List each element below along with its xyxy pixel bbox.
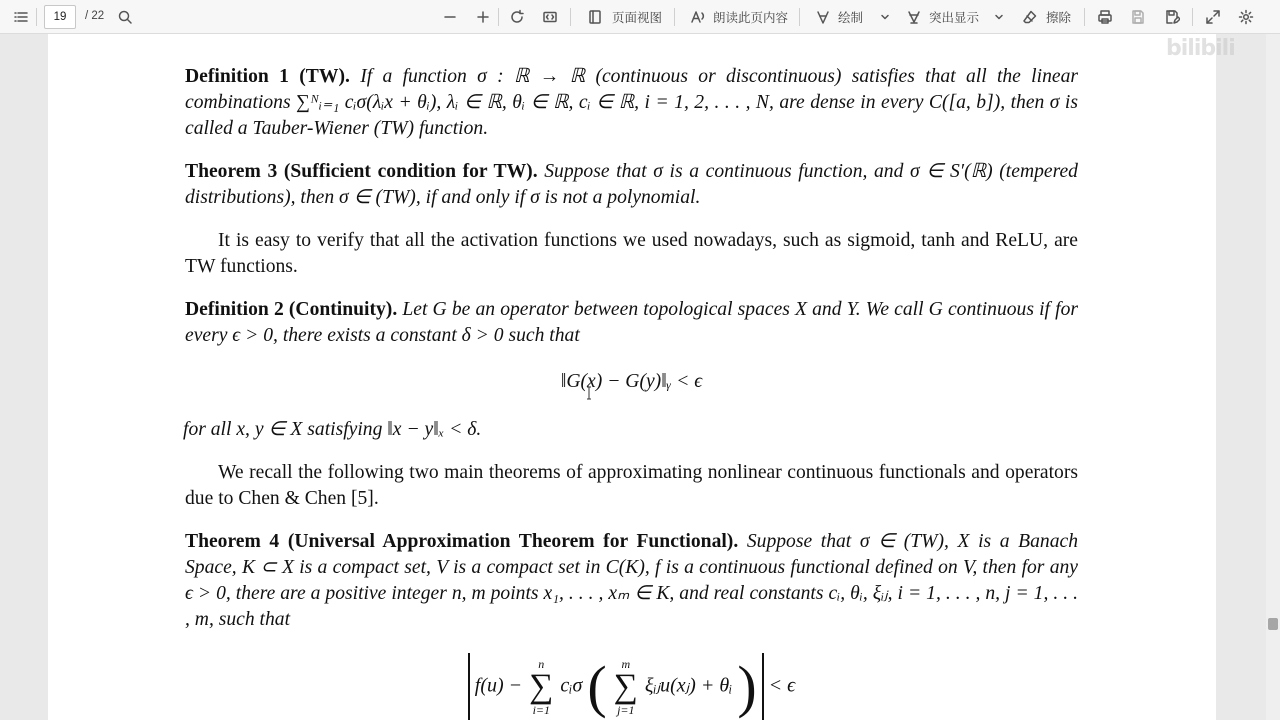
vertical-scrollbar[interactable] [1266, 34, 1280, 720]
erase-label: 擦除 [1046, 10, 1072, 25]
chevron-down-icon [876, 8, 894, 26]
draw-button[interactable] [814, 4, 863, 30]
toolbar-divider [498, 8, 499, 26]
print-icon [1096, 8, 1114, 26]
page-view-button[interactable] [586, 4, 662, 30]
theorem-4 [185, 529, 1078, 633]
save-as-icon [1163, 8, 1181, 26]
toolbar-divider [1192, 8, 1193, 26]
outer-sum-top: n [538, 657, 545, 671]
page-total-label: / 22 [85, 10, 105, 22]
toolbar-divider [799, 8, 800, 26]
erase-button[interactable] [1021, 4, 1071, 30]
definition-2 [185, 297, 1078, 349]
pdf-toolbar [0, 0, 1280, 34]
inner-sum-bottom: j=1 [617, 703, 635, 717]
outer-sum-bottom: i=1 [532, 703, 551, 717]
gear-icon [1237, 8, 1255, 26]
paren-right: ) [737, 654, 757, 719]
read-aloud-icon [689, 8, 707, 26]
pdf-page [48, 34, 1216, 720]
eraser-icon [1021, 8, 1039, 26]
settings-button[interactable] [1237, 4, 1255, 30]
page-number-input[interactable] [44, 5, 76, 29]
highlight-options-dropdown[interactable] [990, 4, 1008, 30]
plus-icon [474, 8, 492, 26]
sigma-symbol: ∑ [529, 668, 554, 705]
search-icon [116, 8, 134, 26]
toolbar-divider [1084, 8, 1085, 26]
theorem-3 [185, 159, 1078, 211]
definition-name: (TW). [299, 66, 350, 87]
outline-button[interactable] [12, 4, 30, 30]
equation-lhs: f(u) − [474, 674, 523, 697]
definition-1 [185, 64, 1078, 142]
watermark-logo: bilibili [1166, 36, 1235, 61]
rotate-button[interactable] [508, 4, 526, 30]
theorem-name: (Universal Approximation Theorem for Functional). [287, 531, 739, 552]
fit-width-icon [541, 8, 559, 26]
inner-sum-top: m [621, 657, 631, 671]
theorem-body: Suppose that σ is a continuous function, and σ ∈ S′(ℝ) (tempered distributions), then σ ∈ (TW), if and only if σ is not a polynomial. [185, 161, 1078, 208]
equation-inner: ξᵢⱼu(xⱼ) + θᵢ [644, 674, 733, 697]
print-button[interactable] [1096, 4, 1114, 30]
toolbar-divider [36, 8, 37, 26]
page-content [185, 64, 1078, 720]
fullscreen-icon [1204, 8, 1222, 26]
highlight-icon [905, 8, 923, 26]
zoom-in-button[interactable] [474, 4, 492, 30]
outline-list-icon [12, 8, 30, 26]
chevron-down-icon [990, 8, 1008, 26]
highlight-label: 突出显示 [929, 10, 980, 25]
highlight-button[interactable] [905, 4, 979, 30]
page-view-icon [586, 8, 604, 26]
definition-heading: Definition 1 [185, 66, 289, 87]
save-as-button[interactable] [1163, 4, 1181, 30]
fit-width-button[interactable] [541, 4, 559, 30]
rotate-icon [508, 8, 526, 26]
toolbar-divider [570, 8, 571, 26]
draw-options-dropdown[interactable] [876, 4, 894, 30]
outer-sum [529, 658, 553, 716]
zoom-out-button[interactable] [441, 4, 459, 30]
sigma-symbol: ∑ [613, 668, 638, 705]
page-view-label: 页面视图 [612, 10, 663, 25]
paragraph-recall: We recall the following two main theorems of approximating nonlinear continuous functionals and operators due to Chen & Chen [5]. [185, 462, 1078, 509]
theorem-body: Suppose that σ ∈ (TW), X is a Banach Space, K ⊂ X is a compact set, V is a compact set in C(K), f is a continuous functional defined on V, then for any ϵ > 0, there are a positive integer n, m points x₁, . . . , xₘ ∈ K, and real constants cᵢ, θᵢ, ξᵢⱼ, i = 1, . . . , n, j = 1, . . . , m, such that [185, 531, 1078, 630]
approximation-equation [185, 653, 1078, 720]
paren-left: ( [587, 654, 607, 719]
definition-heading: Definition 2 [185, 299, 284, 320]
draw-label: 绘制 [838, 10, 864, 25]
equation-coef: cᵢσ [560, 674, 583, 697]
definition-body: If a function σ : ℝ → ℝ (continuous or discontinuous) satisfies that all the linear combinations ∑ᴺᵢ₌₁ cᵢσ(λᵢx + θᵢ), λᵢ ∈ ℝ, θᵢ ∈ ℝ, cᵢ ∈ ℝ, i = 1, 2, . . . , N, are dense in every C([a, b]), then σ is called a Tauber-Wiener (TW) function. [185, 66, 1078, 139]
save-icon [1129, 8, 1147, 26]
continuity-equation: ‖G(x) − G(y)‖ᵧ < ϵ [560, 371, 703, 392]
read-aloud-button[interactable] [689, 4, 788, 30]
abs-bar-right [762, 653, 764, 720]
definition-name: (Continuity). [288, 299, 398, 320]
equation-rhs: < ϵ [768, 674, 796, 697]
paragraph-activation: It is easy to verify that all the activation functions we used nowadays, such as sigmoid, tanh and ReLU, are TW functions. [185, 230, 1078, 277]
theorem-name: (Sufficient condition for TW). [283, 161, 538, 182]
search-button[interactable] [116, 4, 134, 30]
toolbar-divider [674, 8, 675, 26]
definition-body: Let G be an operator between topological spaces X and Y. We call G continuous if for every ϵ > 0, there exists a constant δ > 0 such that [185, 299, 1078, 346]
theorem-heading: Theorem 3 [185, 161, 278, 182]
inner-sum [614, 658, 638, 716]
save-button[interactable] [1129, 4, 1147, 30]
abs-bar-left [468, 653, 470, 720]
continuity-condition: for all x, y ∈ X satisfying ‖x − y‖ₓ < δ. [183, 419, 482, 440]
fullscreen-button[interactable] [1204, 4, 1222, 30]
read-aloud-label: 朗读此页内容 [713, 10, 789, 25]
scrollbar-thumb[interactable] [1268, 618, 1278, 630]
text-cursor-icon [586, 386, 592, 400]
theorem-heading: Theorem 4 [185, 531, 280, 552]
minus-icon [441, 8, 459, 26]
draw-icon [814, 8, 832, 26]
